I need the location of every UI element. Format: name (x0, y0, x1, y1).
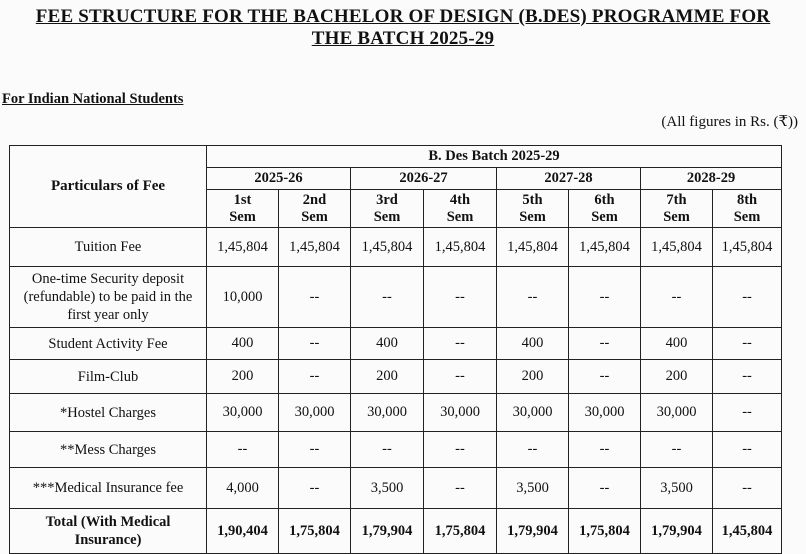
row-label: ***Medical Insurance fee (10, 468, 207, 509)
semester-header-text: 5th (522, 191, 543, 208)
security-deposit-row (10, 267, 782, 328)
fee-cell: -- (279, 468, 351, 509)
title-line-1: FEE STRUCTURE FOR THE BACHELOR OF DESIGN (B.DES) PROGRAMME FOR (35, 6, 771, 27)
fee-cell: 200 (351, 360, 424, 394)
row-label: Film-Club (10, 360, 207, 394)
fee-cell: -- (279, 328, 351, 360)
fee-cell: -- (713, 432, 782, 468)
fee-cell: 200 (641, 360, 713, 394)
semester-header (713, 190, 782, 228)
fee-cell: -- (424, 328, 497, 360)
fee-cell: 30,000 (497, 394, 569, 432)
semester-header (569, 190, 641, 228)
currency-note: (All figures in Rs. (₹)) (661, 114, 798, 130)
fee-cell: -- (713, 360, 782, 394)
row-label: Tuition Fee (10, 228, 207, 267)
fee-cell: 1,79,904 (351, 509, 424, 554)
fee-cell: -- (569, 468, 641, 509)
fee-cell: 400 (351, 328, 424, 360)
total-row (10, 509, 782, 554)
fee-cell: -- (713, 267, 782, 328)
semester-header (497, 190, 569, 228)
fee-cell: 1,45,804 (351, 228, 424, 267)
fee-cell: 3,500 (497, 468, 569, 509)
fee-cell: 10,000 (207, 267, 279, 328)
fee-cell: -- (569, 360, 641, 394)
section-subheading: For Indian National Students (2, 91, 184, 107)
student-activity-row (10, 328, 782, 360)
semester-header-text: 1st (233, 191, 252, 208)
fee-cell: -- (424, 432, 497, 468)
fee-cell: -- (497, 432, 569, 468)
fee-cell: 400 (641, 328, 713, 360)
fee-cell: 4,000 (207, 468, 279, 509)
semester-header-text: 4th (449, 191, 471, 208)
hostel-charges-row (10, 394, 782, 432)
fee-cell: 30,000 (207, 394, 279, 432)
fee-cell: 1,45,804 (497, 228, 569, 267)
year-header: 2025-26 (207, 168, 351, 190)
fee-cell: 1,45,804 (424, 228, 497, 267)
fee-cell: 30,000 (569, 394, 641, 432)
fee-cell: -- (351, 267, 424, 328)
fee-cell: 3,500 (641, 468, 713, 509)
semester-header (207, 190, 279, 228)
year-header: 2026-27 (351, 168, 497, 190)
fee-cell: 1,45,804 (207, 228, 279, 267)
particulars-header: Particulars of Fee (10, 146, 207, 228)
film-club-row (10, 360, 782, 394)
title-line-2: THE BATCH 2025-29 (311, 28, 495, 49)
fee-cell: 400 (497, 328, 569, 360)
fee-cell: 200 (207, 360, 279, 394)
year-header: 2027-28 (497, 168, 641, 190)
fee-cell: 30,000 (424, 394, 497, 432)
fee-cell: 1,75,804 (569, 509, 641, 554)
fee-cell: 30,000 (351, 394, 424, 432)
fee-cell: -- (424, 267, 497, 328)
fee-cell: 1,45,804 (279, 228, 351, 267)
semester-header-text: Sem (446, 208, 474, 225)
fee-cell: -- (641, 267, 713, 328)
batch-header: B. Des Batch 2025-29 (207, 146, 782, 168)
semester-header-text: 6th (594, 191, 615, 208)
semester-header-text: Sem (301, 208, 328, 225)
semester-header-text: Sem (373, 208, 401, 225)
fee-cell: -- (279, 267, 351, 328)
row-label: **Mess Charges (10, 432, 207, 468)
fee-cell: 1,75,804 (279, 509, 351, 554)
fee-cell: 1,45,804 (641, 228, 713, 267)
document-title (0, 6, 806, 50)
fee-cell: -- (713, 468, 782, 509)
fee-cell: 400 (207, 328, 279, 360)
semester-header (279, 190, 351, 228)
fee-cell: -- (569, 267, 641, 328)
fee-cell: -- (424, 468, 497, 509)
fee-cell: 1,45,804 (713, 228, 782, 267)
semester-header-text: Sem (591, 208, 618, 225)
fee-cell: 3,500 (351, 468, 424, 509)
fee-cell: -- (713, 394, 782, 432)
fee-cell: 1,79,904 (497, 509, 569, 554)
medical-insurance-row (10, 468, 782, 509)
row-label: Student Activity Fee (10, 328, 207, 360)
semester-header-text: Sem (519, 208, 546, 225)
semester-header-text: 2nd (302, 191, 327, 208)
fee-cell: 1,45,804 (713, 509, 782, 554)
tuition-fee-row (10, 228, 782, 267)
semester-header-text: 3rd (376, 191, 398, 208)
fee-cell: 1,90,404 (207, 509, 279, 554)
semester-header (351, 190, 424, 228)
fee-cell: -- (569, 328, 641, 360)
mess-charges-row (10, 432, 782, 468)
year-header: 2028-29 (641, 168, 782, 190)
fee-table (9, 145, 782, 554)
semester-header-text: Sem (663, 208, 690, 225)
row-label: *Hostel Charges (10, 394, 207, 432)
row-label: Total (With Medical Insurance) (10, 509, 207, 554)
row-label: One-time Security deposit (refundable) to be paid in the first year only (10, 267, 207, 328)
semester-header-text: 8th (736, 191, 758, 208)
fee-cell: 30,000 (641, 394, 713, 432)
fee-cell: 30,000 (279, 394, 351, 432)
fee-cell: 1,79,904 (641, 509, 713, 554)
semester-header (641, 190, 713, 228)
semester-header-text: 7th (666, 191, 687, 208)
fee-cell: -- (569, 432, 641, 468)
fee-cell: -- (351, 432, 424, 468)
semester-header-text: Sem (733, 208, 761, 225)
fee-cell: -- (641, 432, 713, 468)
fee-cell: -- (424, 360, 497, 394)
fee-cell: -- (497, 267, 569, 328)
fee-cell: 1,75,804 (424, 509, 497, 554)
fee-cell: 1,45,804 (569, 228, 641, 267)
fee-cell: -- (279, 360, 351, 394)
fee-cell: -- (279, 432, 351, 468)
fee-cell: 200 (497, 360, 569, 394)
semester-header-text: Sem (229, 208, 256, 225)
semester-header (424, 190, 497, 228)
fee-cell: -- (713, 328, 782, 360)
fee-cell: -- (207, 432, 279, 468)
